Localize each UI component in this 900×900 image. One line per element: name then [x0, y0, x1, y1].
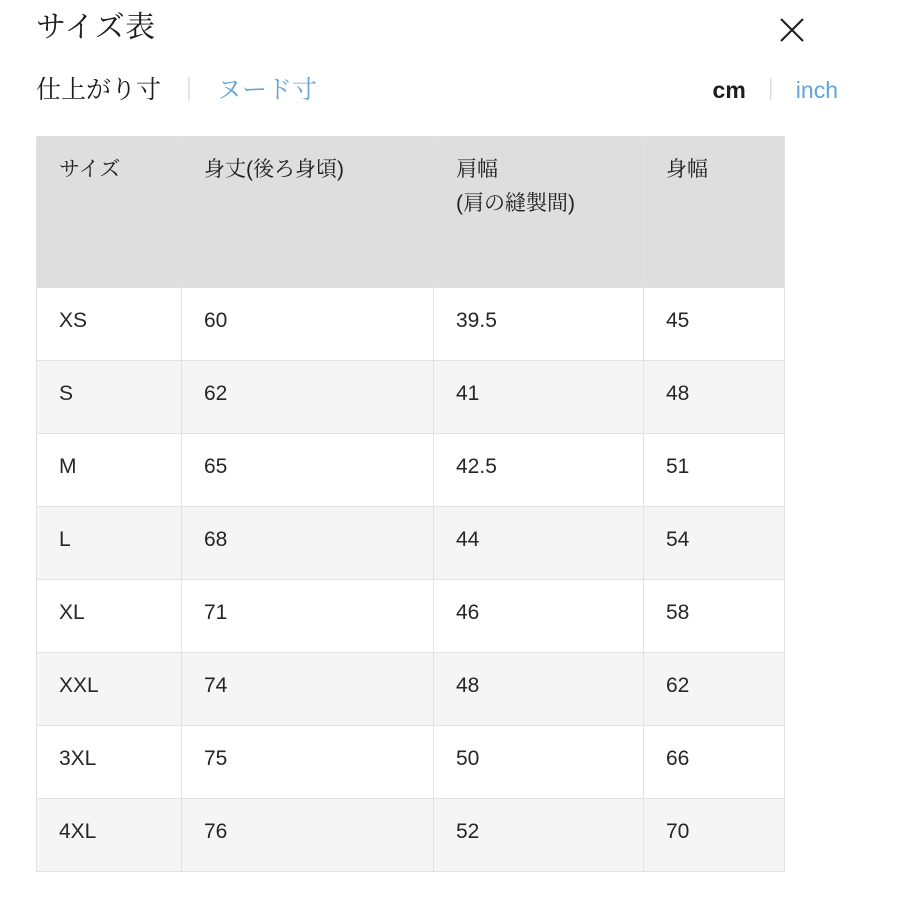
cell-size: L	[37, 507, 182, 580]
cell-length: 68	[182, 507, 434, 580]
cell-width: 48	[644, 361, 785, 434]
measure-separator: ｜	[177, 77, 202, 104]
cell-width: 58	[644, 580, 785, 653]
cell-shoulder: 48	[434, 653, 644, 726]
cell-shoulder: 46	[434, 580, 644, 653]
column-header-shoulder	[434, 137, 644, 288]
measurement-type-toggle	[36, 70, 317, 106]
column-header-size	[37, 137, 182, 288]
measure-option-finished[interactable]: 仕上がり寸	[36, 76, 162, 104]
table-header	[37, 137, 785, 288]
cell-size: 4XL	[37, 799, 182, 872]
unit-option-inch[interactable]: inch	[795, 77, 838, 103]
cell-length: 74	[182, 653, 434, 726]
table-row	[37, 434, 785, 507]
table-body	[37, 288, 785, 872]
cell-shoulder: 44	[434, 507, 644, 580]
column-header-width	[644, 137, 785, 288]
page-title: サイズ表	[36, 11, 156, 44]
cell-length: 75	[182, 726, 434, 799]
cell-width: 66	[644, 726, 785, 799]
cell-length: 71	[182, 580, 434, 653]
cell-width: 70	[644, 799, 785, 872]
unit-separator: ｜	[759, 78, 782, 103]
table-row	[37, 361, 785, 434]
unit-option-cm[interactable]: cm	[712, 77, 746, 103]
cell-length: 60	[182, 288, 434, 361]
cell-shoulder: 41	[434, 361, 644, 434]
cell-size: M	[37, 434, 182, 507]
cell-width: 62	[644, 653, 785, 726]
toggle-row	[36, 70, 864, 122]
panel-header	[36, 0, 864, 70]
measure-option-nude[interactable]: ヌード寸	[217, 76, 318, 104]
close-button[interactable]	[772, 10, 812, 50]
cell-width: 54	[644, 507, 785, 580]
cell-size: 3XL	[37, 726, 182, 799]
cell-size: XS	[37, 288, 182, 361]
column-header-length-line1: 身丈(後ろ身頃)	[204, 158, 344, 181]
cell-width: 51	[644, 434, 785, 507]
cell-width: 45	[644, 288, 785, 361]
cell-length: 65	[182, 434, 434, 507]
column-header-size-line1: サイズ	[59, 158, 121, 181]
table-row	[37, 288, 785, 361]
unit-toggle	[713, 74, 838, 105]
cell-length: 76	[182, 799, 434, 872]
close-icon	[777, 15, 807, 45]
column-header-width-line1: 身幅	[666, 158, 708, 181]
cell-length: 62	[182, 361, 434, 434]
cell-size: XXL	[37, 653, 182, 726]
cell-size: XL	[37, 580, 182, 653]
table-row	[37, 507, 785, 580]
cell-shoulder: 39.5	[434, 288, 644, 361]
table-header-row	[37, 137, 785, 288]
column-header-length	[182, 137, 434, 288]
table-row	[37, 726, 785, 799]
table-row	[37, 580, 785, 653]
column-header-shoulder-line1: 肩幅	[456, 158, 498, 181]
cell-shoulder: 42.5	[434, 434, 644, 507]
cell-shoulder: 50	[434, 726, 644, 799]
cell-size: S	[37, 361, 182, 434]
cell-shoulder: 52	[434, 799, 644, 872]
size-table	[36, 136, 785, 872]
table-row	[37, 799, 785, 872]
column-header-shoulder-line2: (肩の縫製間)	[456, 192, 575, 215]
table-row	[37, 653, 785, 726]
size-table-container	[36, 136, 776, 872]
